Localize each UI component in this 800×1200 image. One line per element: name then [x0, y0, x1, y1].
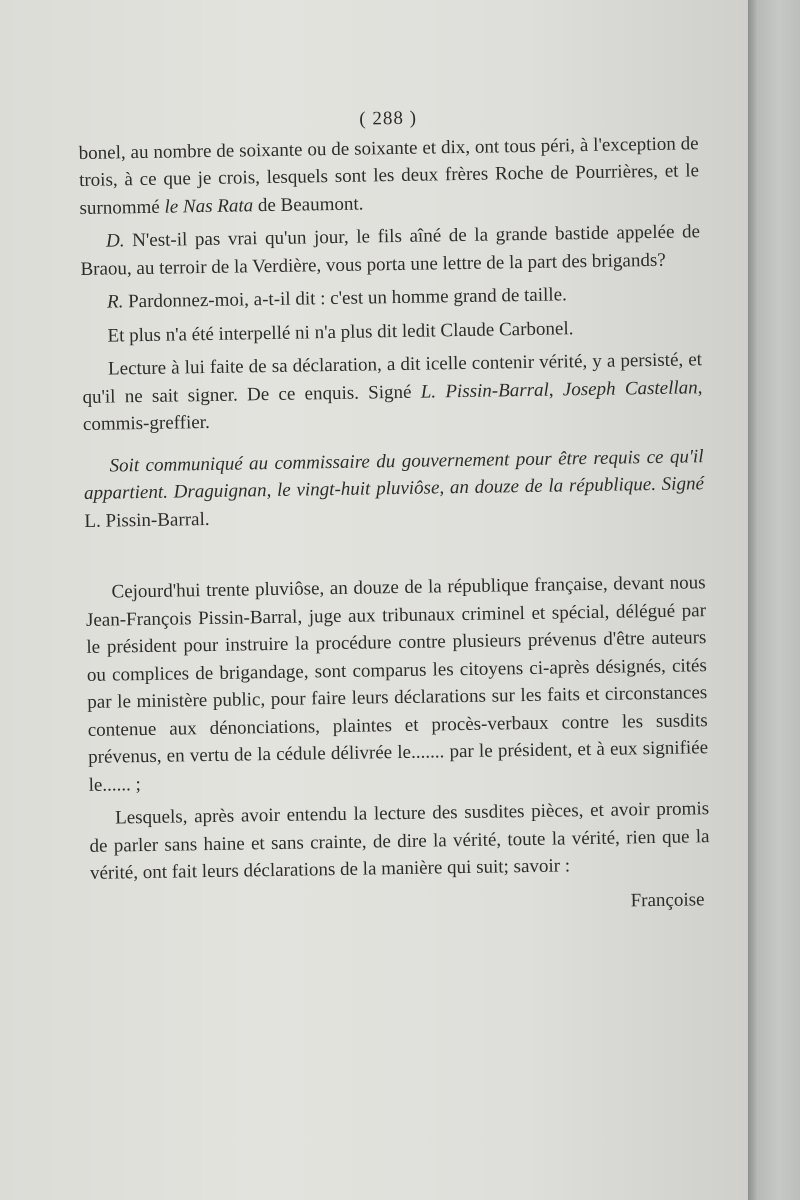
- paragraph-question: [80, 218, 701, 283]
- paragraph-4: Et plus n'a été interpellé ni n'a plus dit ledit Claude Carbonel.: [107, 317, 574, 347]
- paragraph-7: Cejourd'hui trente pluviôse, an douze de la république française, devant nous Jean-François Pissin-Barral, juge aux tribunaux criminel et spécial, délégué par le président pour instruire la procédure contre plusieurs prévenus d'être auteurs ou complices de brigandage, sont comparus les citoyens ci-après désignés, cités par le ministère public, pour faire leurs déclarations sur les faits et circonstances contenue aux dénonciations, plaintes et procès-verbaux contre les susdits prévenus, en vertu de la cédule délivrée le....... par le président, et à eux signifiée le...... ;: [85, 572, 709, 796]
- paragraph-5-text: Lecture à lui faite de sa déclaration, a dit icelle contenir vérité, y a persisté, et qu'il ne sait signer. De ce enquis. Signé: [82, 349, 703, 408]
- catchword: Françoise: [630, 888, 705, 911]
- page-text: [78, 100, 711, 923]
- paragraph-8: Lesquels, après avoir entendu la lecture des susdites pièces, et avoir promis de parler sans haine et sans crainte, de dire la vérité, toute la vérité, rien que la vérité, ont fait leurs déclarations de la manière qui suit; savoir :: [89, 798, 710, 884]
- order-text: Soit communiqué au commissaire du gouvernement pour être requis ce qu'il appartient. Draguignan, le vingt-huit pluviôse, an douze de la république. Signé: [83, 445, 705, 504]
- paragraph-5-end: , commis-greffier.: [82, 376, 703, 435]
- paragraph-1-italic: le Nas Rata: [164, 194, 254, 218]
- paragraph-5: [82, 346, 703, 438]
- paragraph-answer: [81, 279, 701, 316]
- page-number: ( 288 ): [359, 107, 418, 130]
- answer-text: Pardonnez-moi, a-t-il dit : c'est un homme grand de taille.: [123, 284, 567, 313]
- signature-separator: ,: [548, 378, 563, 401]
- next-page-edge: [748, 0, 800, 1200]
- signature-judge: L. Pissin-Barral: [420, 379, 549, 403]
- question-label: D.: [105, 230, 125, 252]
- paragraph-1-end: de Beaumont.: [252, 193, 364, 216]
- answer-label: R.: [106, 291, 124, 313]
- paragraph-1-text: bonel, au nombre de soixante ou de soixante et dix, ont tous péri, à l'exception de trois, à ce que je crois, lesquels sont les deux frères Roche de Pourrières, et le surnommé: [78, 132, 700, 219]
- paragraph-order: [83, 443, 704, 535]
- paragraph-1: [78, 130, 699, 222]
- signature-clerk: Joseph Castellan: [562, 376, 698, 400]
- order-signature: L. Pissin-Barral.: [84, 508, 210, 532]
- question-text: N'est-il pas vrai qu'un jour, le fils aîné de la grande bastide appelée de Braou, au terroir de la Verdière, vous porta une lettre de la part des brigands?: [80, 221, 701, 280]
